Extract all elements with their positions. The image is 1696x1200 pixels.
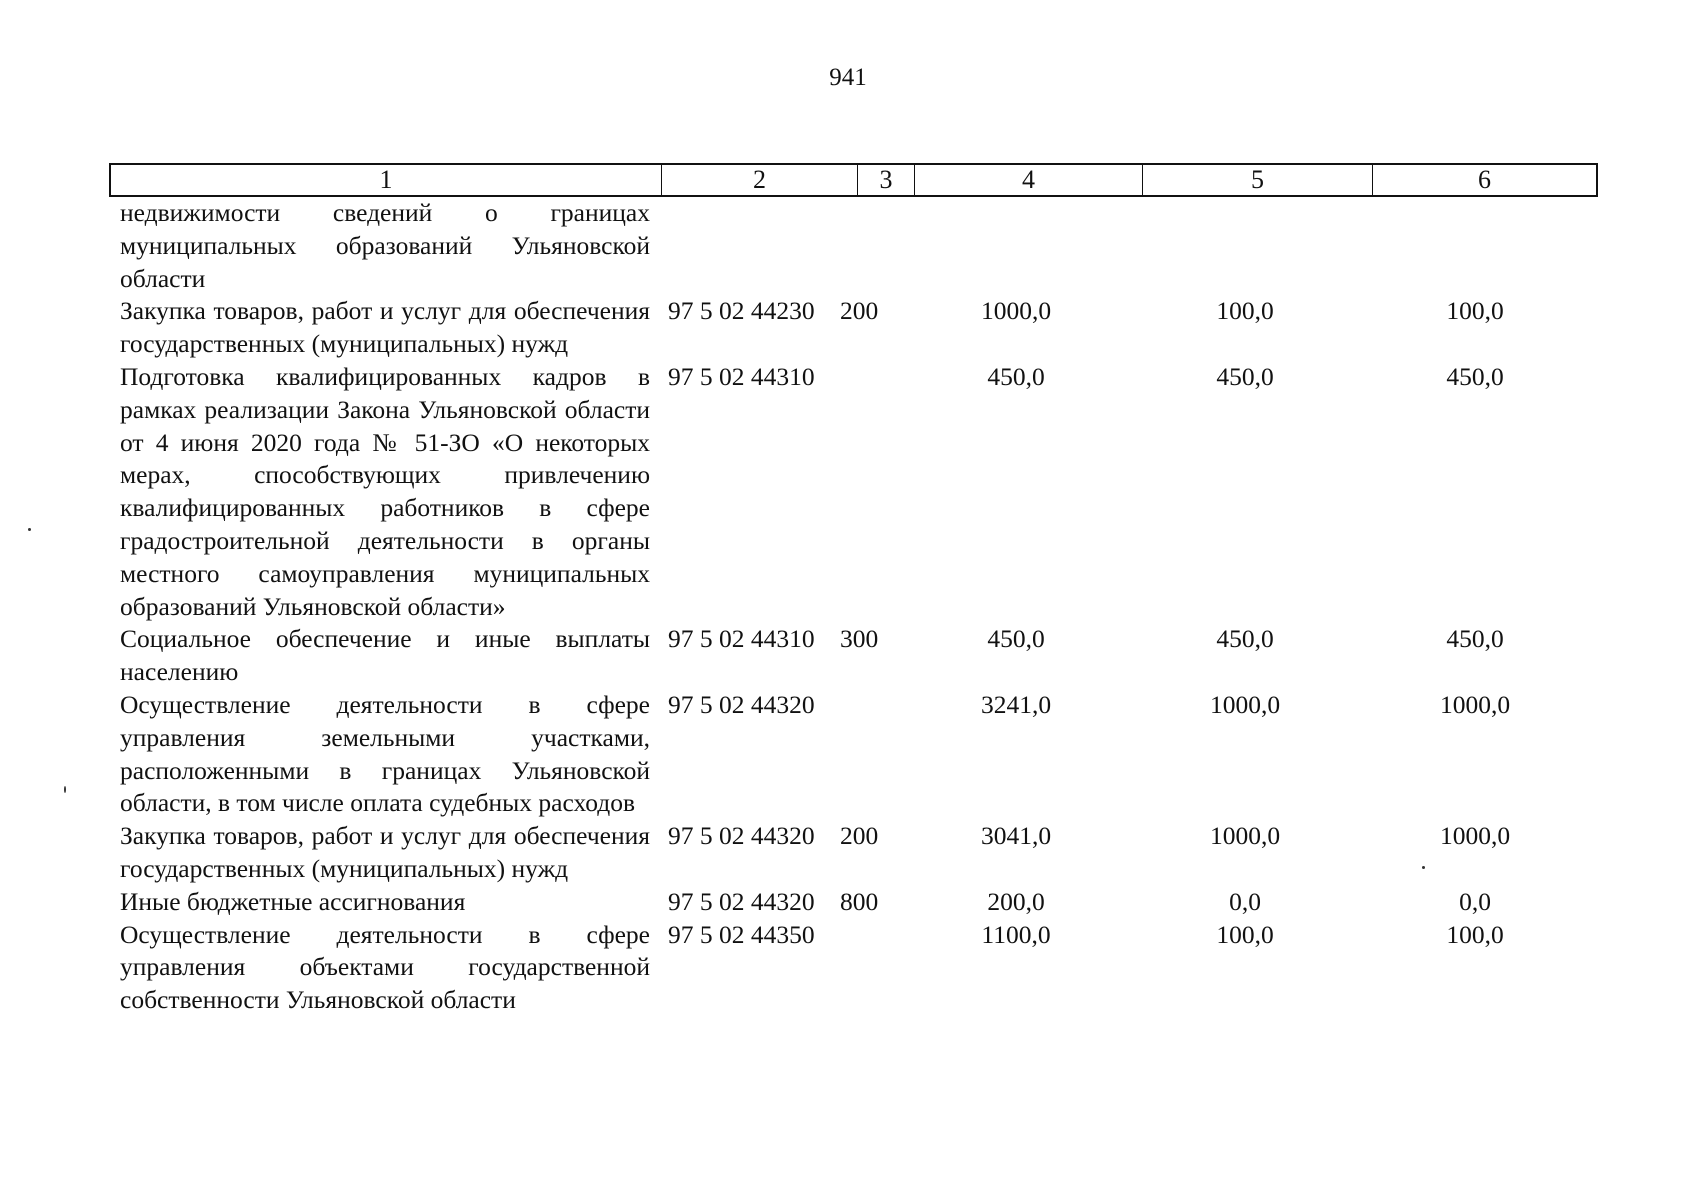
table-row [120,820,1600,886]
row-type: 800 [840,886,879,916]
row-value-5: 1000,0 [1209,689,1281,719]
row-value-6: 0,0 [1459,886,1491,916]
row-value-6: 450,0 [1446,361,1504,391]
row-code: 97 5 02 44310 [668,361,815,391]
row-value-6: 1000,0 [1439,689,1511,719]
row-type: 200 [840,821,879,851]
table-row [120,295,1600,361]
row-value-4: 3241,0 [980,689,1052,719]
row-type: 200 [840,296,879,326]
row-type: 300 [840,624,879,654]
row-value-5: 0,0 [1229,886,1261,916]
row-value-6: 450,0 [1446,624,1504,654]
row-value-5: 100,0 [1216,919,1274,949]
scan-speck [1422,866,1425,869]
row-value-5: 450,0 [1216,624,1274,654]
header-col-6: 6 [1478,165,1491,194]
row-name: Иные бюджетные ассигнования [120,886,466,916]
row-value-6: 1000,0 [1439,821,1511,851]
row-value-5: 450,0 [1216,361,1274,391]
table-row [120,623,1600,689]
row-name: недвижимости сведений о границах муниципальных образований Ульяновской области [120,198,650,293]
row-value-4: 450,0 [987,624,1045,654]
row-value-6: 100,0 [1446,919,1504,949]
scan-speck [64,786,66,793]
row-code: 97 5 02 44320 [668,689,815,719]
row-value-5: 1000,0 [1209,821,1281,851]
header-col-5: 5 [1143,165,1373,195]
row-name: Закупка товаров, работ и услуг для обеспечения государственных (муниципальных) нужд [120,296,650,359]
row-name: Осуществление деятельности в сфере управления земельными участками, расположенными в границах Ульяновской области, в том числе оплата судебных расходов [120,689,650,818]
page-number: 941 [829,64,867,91]
scan-speck [28,528,31,531]
row-name: Закупка товаров, работ и услуг для обеспечения государственных (муниципальных) нужд [120,821,650,883]
row-value-6: 100,0 [1446,296,1504,326]
row-value-4: 1100,0 [981,919,1051,949]
header-col-1: 1 [111,165,662,195]
row-name: Социальное обеспечение и иные выплаты населению [120,624,650,687]
table-row [120,886,1600,919]
row-code: 97 5 02 44230 [668,296,815,326]
table-row [120,361,1600,623]
header-col-2: 2 [662,165,858,195]
row-code: 97 5 02 44350 [668,919,815,949]
row-value-4: 1000,0 [980,296,1052,326]
header-col-4: 4 [915,165,1143,195]
table-header [109,163,1598,197]
table-row [120,197,1600,295]
row-name: Подготовка квалифицированных кадров в рамках реализации Закона Ульяновской области от 4 июня 2020 года № 51-ЗО «О некоторых мерах, способствующих привлечению квалифицированных работников в сфере градостроительной деятельности в органы местного самоуправления муниципальных образований Ульяновской области» [120,361,650,621]
table-row [120,919,1600,1017]
row-code: 97 5 02 44320 [668,821,815,851]
table-body [120,197,1600,1017]
row-code: 97 5 02 44310 [668,624,815,654]
row-value-4: 450,0 [987,361,1045,391]
row-code: 97 5 02 44320 [668,886,815,916]
table-row [120,689,1600,820]
row-name: Осуществление деятельности в сфере управления объектами государственной собственности Ульяновской области [120,919,650,1015]
row-value-5: 100,0 [1216,296,1274,326]
header-col-3: 3 [858,165,915,195]
row-value-4: 3041,0 [980,821,1052,851]
row-value-4: 200,0 [987,886,1045,916]
